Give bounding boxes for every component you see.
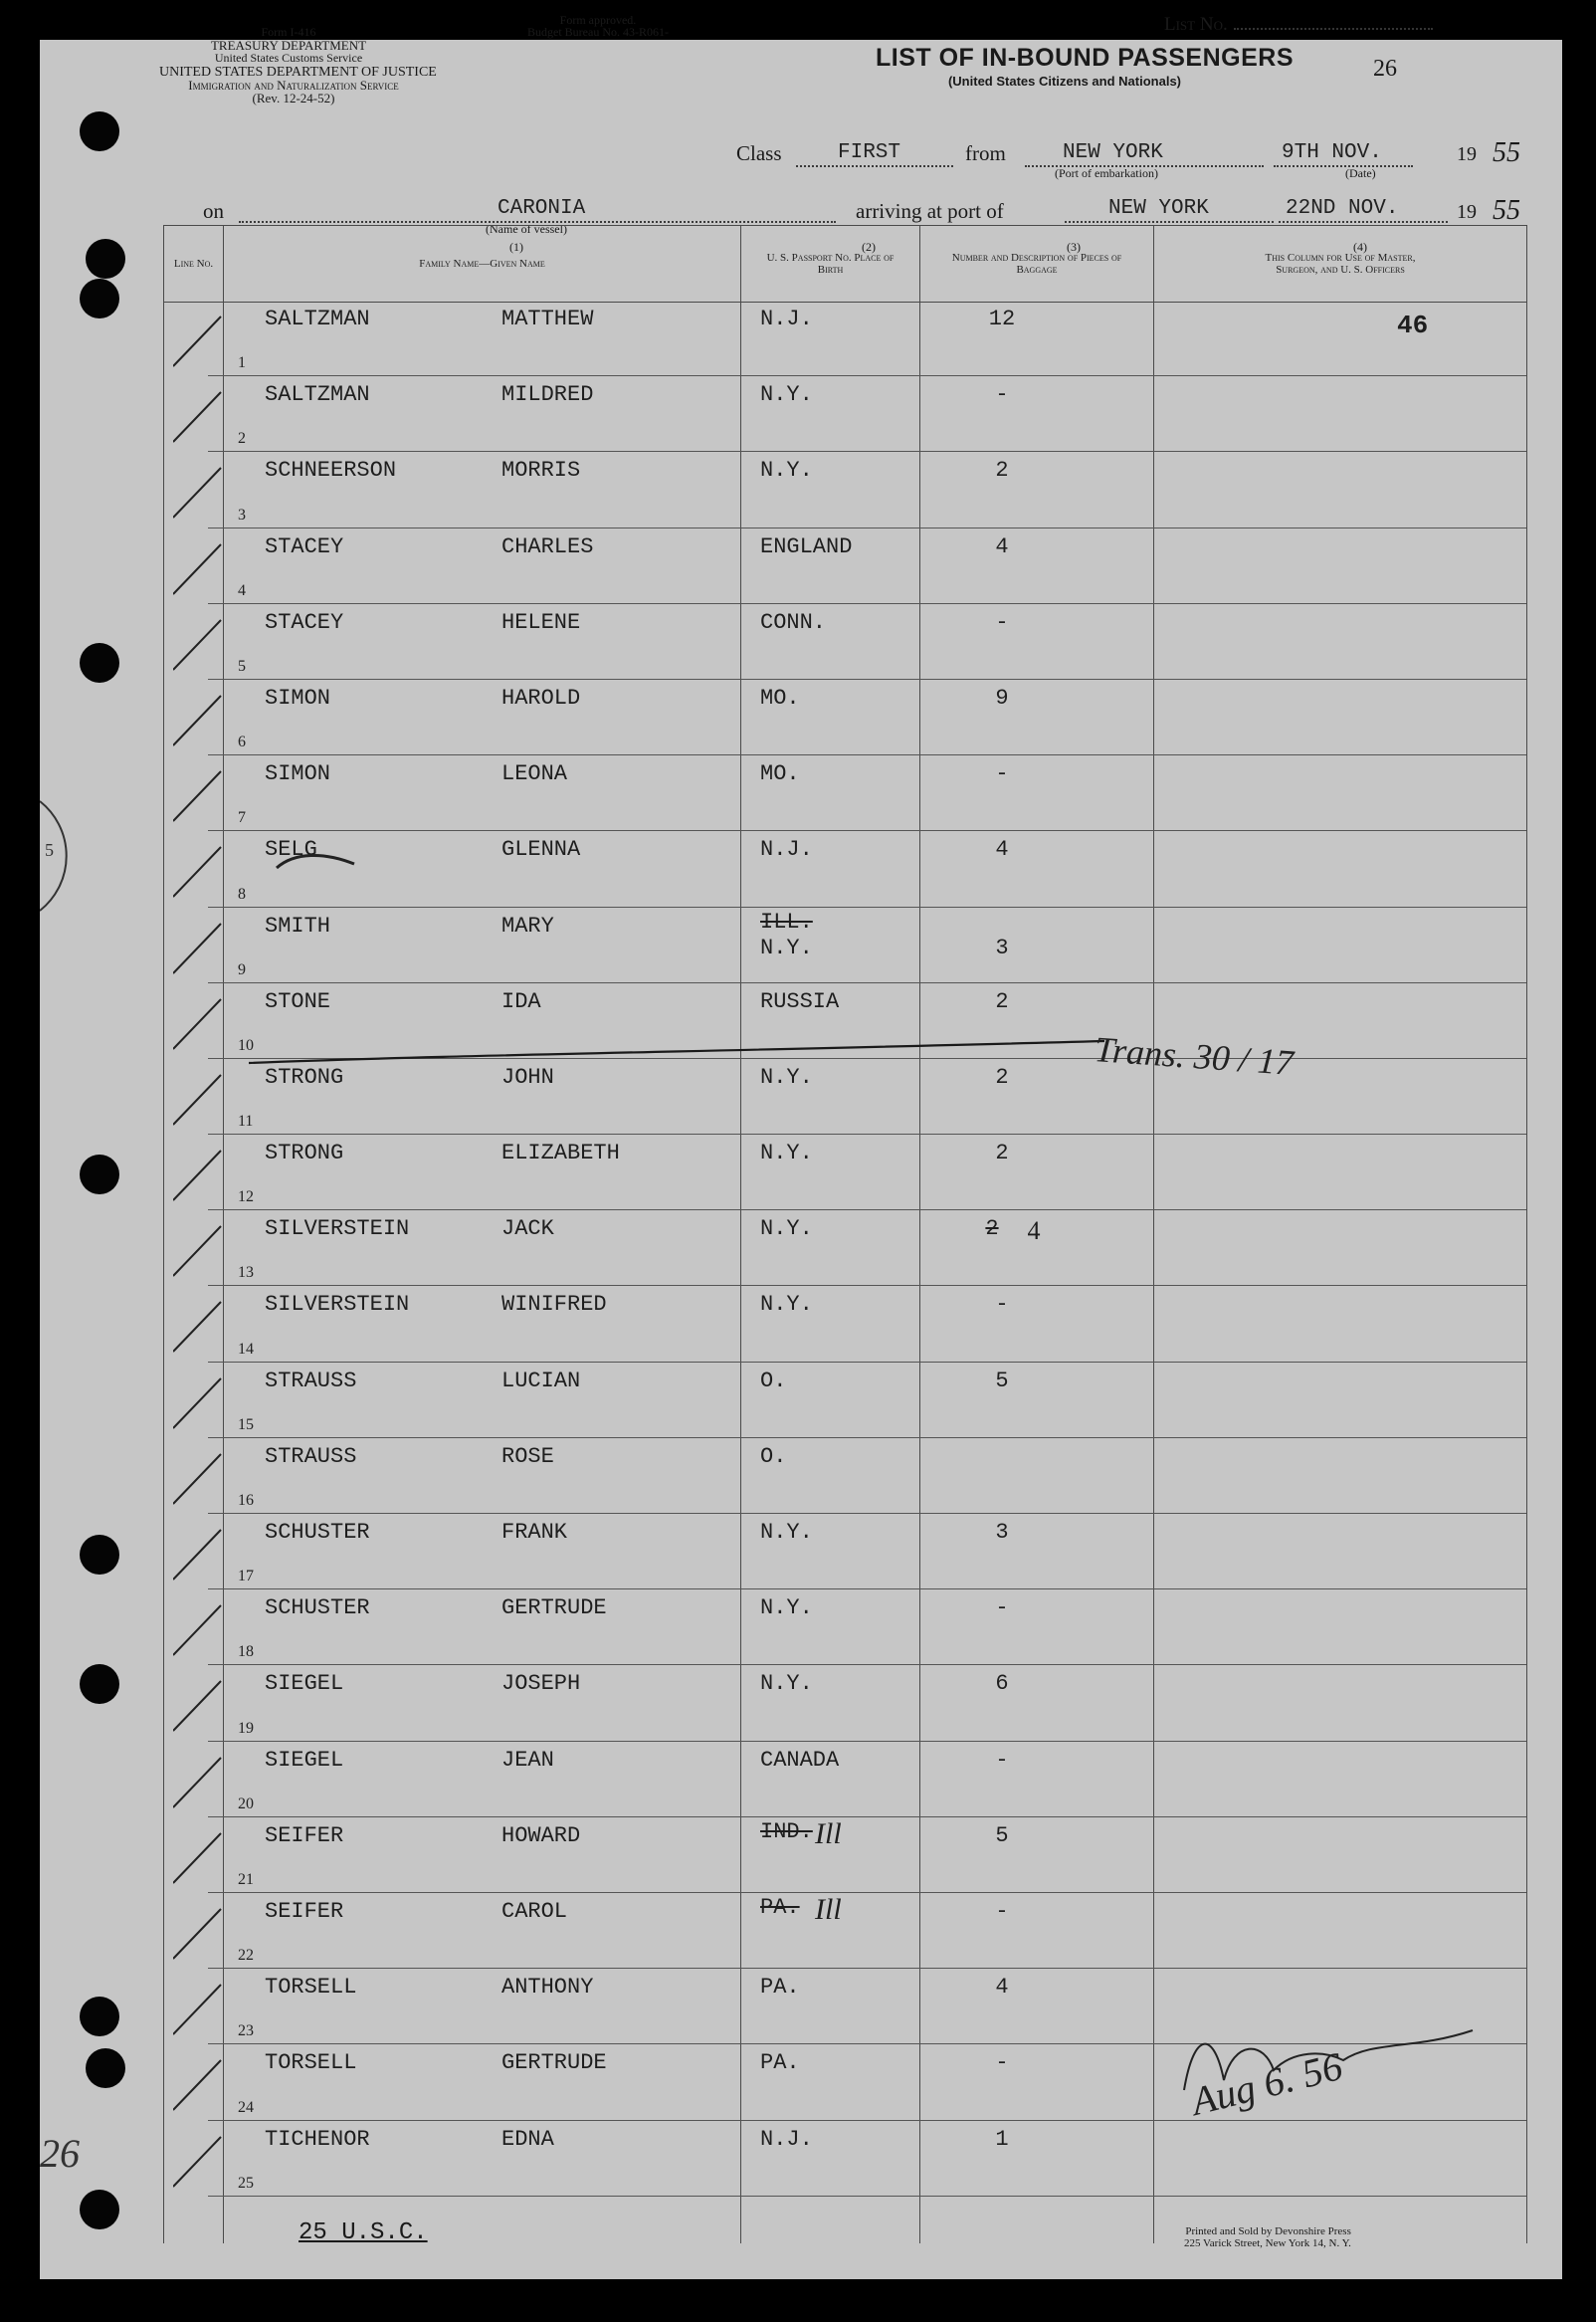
header-baggage: Number and Description of Pieces of Baggage bbox=[920, 226, 1154, 303]
col1-caption: (1) bbox=[509, 240, 523, 254]
given-name: LUCIAN bbox=[501, 1368, 581, 1393]
baggage-count: - bbox=[995, 2050, 1009, 2076]
place-of-birth: N.Y. bbox=[760, 1292, 813, 1318]
baggage-count: 2 bbox=[995, 1141, 1009, 1166]
given-name: CHARLES bbox=[501, 533, 594, 559]
given-name: HOWARD bbox=[501, 1822, 581, 1848]
col3-caption: (3) bbox=[1067, 240, 1081, 254]
table-row bbox=[163, 1893, 1526, 1969]
header-line-no: Line No. bbox=[164, 226, 224, 303]
binder-hole bbox=[80, 1155, 119, 1194]
baggage-count: - bbox=[995, 609, 1009, 635]
line-number: 21 bbox=[238, 1870, 254, 1888]
baggage-count: 4 bbox=[995, 1975, 1009, 2001]
check-tick-icon bbox=[173, 1446, 233, 1506]
check-tick-icon bbox=[173, 1597, 233, 1657]
given-name: WINIFRED bbox=[501, 1292, 607, 1318]
check-tick-icon bbox=[173, 1294, 233, 1354]
given-name: ANTHONY bbox=[501, 1975, 594, 2001]
place-of-birth: CANADA bbox=[760, 1747, 840, 1773]
margin-page-number: 26 bbox=[40, 2131, 80, 2176]
passenger-rows bbox=[163, 301, 1526, 2197]
table-row bbox=[163, 1363, 1526, 1438]
given-name: JEAN bbox=[501, 1747, 554, 1773]
given-name: JACK bbox=[501, 1216, 554, 1242]
place-of-birth: N.Y. bbox=[760, 1216, 813, 1242]
given-name: LEONA bbox=[501, 761, 568, 787]
check-tick-icon bbox=[173, 991, 233, 1051]
line-number: 6 bbox=[238, 734, 246, 751]
line-number: 2 bbox=[238, 430, 246, 448]
family-name: SCHNEERSON bbox=[265, 458, 397, 484]
table-row bbox=[163, 1817, 1526, 1893]
binder-hole bbox=[80, 1664, 119, 1704]
family-name: SIMON bbox=[265, 685, 331, 711]
family-name: SALTZMAN bbox=[265, 307, 370, 331]
arriving-label: arriving at port of bbox=[856, 199, 1004, 223]
page-subtitle: (United States Citizens and Nationals) bbox=[947, 74, 1182, 89]
svg-text:5: 5 bbox=[45, 840, 54, 860]
binder-hole bbox=[80, 111, 119, 151]
check-tick-icon bbox=[173, 536, 233, 596]
from-label: from bbox=[965, 141, 1006, 165]
baggage-count: - bbox=[995, 1595, 1009, 1621]
table-row bbox=[163, 376, 1526, 452]
line-number: 1 bbox=[238, 354, 246, 372]
line-number: 13 bbox=[238, 1264, 254, 1282]
check-tick-icon bbox=[173, 1522, 233, 1582]
check-tick-icon bbox=[173, 1067, 233, 1127]
baggage-count: 2 bbox=[995, 1064, 1009, 1090]
on-label: on bbox=[203, 199, 224, 223]
date-caption: (Date) bbox=[1345, 166, 1376, 180]
family-name: SMITH bbox=[265, 913, 331, 939]
table-row bbox=[163, 528, 1526, 604]
baggage-count-struck: 2 bbox=[985, 1216, 999, 1242]
check-tick-icon bbox=[173, 1218, 233, 1278]
table-row bbox=[163, 680, 1526, 755]
header-passport: U. S. Passport No. Place of Birth bbox=[741, 226, 920, 303]
place-of-birth: N.J. bbox=[760, 307, 813, 331]
given-name: GERTRUDE bbox=[501, 2050, 607, 2076]
table-row bbox=[163, 1438, 1526, 1514]
check-tick-icon bbox=[173, 2129, 233, 2189]
class-label: Class bbox=[736, 141, 782, 165]
statute-reference: 25 U.S.C. bbox=[299, 2219, 428, 2246]
place-of-birth: N.Y. bbox=[760, 382, 813, 408]
family-name: STRAUSS bbox=[265, 1368, 357, 1393]
check-tick-icon bbox=[173, 1977, 233, 2036]
check-tick-icon bbox=[173, 763, 233, 823]
officer-mark: 46 bbox=[1397, 311, 1429, 340]
justice-department-block: UNITED STATES DEPARTMENT OF JUSTICE Immigration and Naturalization Service (Rev. 12-24-52) bbox=[159, 65, 437, 106]
table-row bbox=[163, 1665, 1526, 1741]
given-name: MILDRED bbox=[501, 382, 594, 408]
given-name: FRANK bbox=[501, 1520, 568, 1545]
baggage-count: - bbox=[995, 761, 1009, 787]
given-name: HAROLD bbox=[501, 685, 581, 711]
place-of-birth-handwritten: Ill bbox=[815, 1816, 842, 1850]
stone-transfer-note: Trans. 30 / 17 bbox=[1093, 1029, 1296, 1083]
baggage-count: 4 bbox=[1027, 1216, 1041, 1246]
line-number: 18 bbox=[238, 1643, 254, 1661]
baggage-count: 5 bbox=[995, 1368, 1009, 1393]
family-name: STONE bbox=[265, 988, 331, 1014]
family-name: SCHUSTER bbox=[265, 1520, 370, 1545]
departure-date: 9TH NOV. bbox=[1282, 141, 1382, 164]
baggage-count: 5 bbox=[995, 1822, 1009, 1848]
table-row bbox=[163, 1135, 1526, 1210]
check-tick-icon bbox=[173, 688, 233, 747]
family-name: TORSELL bbox=[265, 2050, 357, 2076]
given-name: GLENNA bbox=[501, 837, 581, 863]
place-of-birth: N.Y. bbox=[760, 458, 813, 484]
place-of-birth-struck: ILL. bbox=[760, 909, 813, 935]
officer-signature-note: Aug 6. 56 bbox=[1186, 2042, 1347, 2125]
place-of-birth: N.Y. bbox=[760, 935, 813, 960]
check-tick-icon bbox=[173, 1371, 233, 1430]
family-name: SEIFER bbox=[265, 1898, 344, 1924]
given-name: ELIZABETH bbox=[501, 1141, 620, 1166]
binder-hole bbox=[80, 1997, 119, 2036]
arrival-port: NEW YORK bbox=[1108, 197, 1209, 220]
port-of-embarkation: NEW YORK bbox=[1063, 141, 1163, 164]
family-name: SIEGEL bbox=[265, 1747, 344, 1773]
vessel-caption: (Name of vessel) bbox=[486, 222, 567, 236]
given-name: CAROL bbox=[501, 1898, 568, 1924]
arrival-year-prefix: 19 bbox=[1457, 201, 1477, 223]
binder-hole bbox=[80, 643, 119, 683]
binder-hole bbox=[86, 239, 125, 279]
given-name: JOHN bbox=[501, 1064, 554, 1090]
class-value: FIRST bbox=[838, 141, 901, 164]
family-name: STRONG bbox=[265, 1141, 344, 1166]
family-name: STRAUSS bbox=[265, 1443, 357, 1469]
given-name: MATTHEW bbox=[501, 307, 594, 331]
line-number: 24 bbox=[238, 2098, 254, 2116]
line-number: 12 bbox=[238, 1188, 254, 1206]
place-of-birth: N.J. bbox=[760, 837, 813, 863]
place-of-birth-struck: PA. bbox=[760, 1894, 800, 1920]
line-number: 11 bbox=[238, 1113, 254, 1131]
place-of-birth: CONN. bbox=[760, 609, 827, 635]
line-number: 3 bbox=[238, 506, 246, 524]
line-number: 20 bbox=[238, 1794, 254, 1812]
given-name: GERTRUDE bbox=[501, 1595, 607, 1621]
check-tick-icon bbox=[173, 1750, 233, 1809]
family-name: SIMON bbox=[265, 761, 331, 787]
table-row bbox=[163, 1514, 1526, 1589]
family-name: SELG bbox=[265, 837, 317, 863]
line-number: 23 bbox=[238, 2022, 254, 2040]
family-name: SILVERSTEIN bbox=[265, 1216, 410, 1242]
place-of-birth: MO. bbox=[760, 761, 800, 787]
line-number: 8 bbox=[238, 885, 246, 903]
line-number: 17 bbox=[238, 1568, 254, 1585]
col2-caption: (2) bbox=[862, 240, 876, 254]
line-number: 16 bbox=[238, 1492, 254, 1509]
table-row bbox=[163, 1286, 1526, 1362]
place-of-birth: RUSSIA bbox=[760, 988, 840, 1014]
given-name: EDNA bbox=[501, 2126, 554, 2152]
baggage-count: 6 bbox=[995, 1671, 1009, 1697]
table-row bbox=[163, 908, 1526, 983]
place-of-birth-handwritten: Ill bbox=[815, 1892, 842, 1926]
check-tick-icon bbox=[173, 309, 233, 368]
binder-hole bbox=[86, 2048, 125, 2088]
table-row bbox=[163, 755, 1526, 831]
place-of-birth: N.J. bbox=[760, 2126, 813, 2152]
line-number: 7 bbox=[238, 809, 246, 827]
list-number-field: List No. bbox=[1164, 14, 1433, 36]
page-title: LIST OF IN-BOUND PASSENGERS bbox=[876, 44, 1295, 72]
departure-year: 55 bbox=[1493, 137, 1520, 168]
line-number: 14 bbox=[238, 1340, 254, 1358]
table-row bbox=[163, 301, 1526, 376]
table-row bbox=[163, 452, 1526, 528]
page-number: 26 bbox=[1373, 56, 1397, 82]
line-number: 4 bbox=[238, 581, 246, 599]
binder-hole bbox=[80, 279, 119, 318]
family-name: SEIFER bbox=[265, 1822, 344, 1848]
family-name: STACEY bbox=[265, 609, 344, 635]
family-name: SALTZMAN bbox=[265, 382, 370, 408]
form-number-block: Form I-416 TREASURY DEPARTMENT United States Customs Service bbox=[210, 25, 367, 65]
check-tick-icon bbox=[173, 916, 233, 975]
check-tick-icon bbox=[173, 2052, 233, 2112]
place-of-birth: N.Y. bbox=[760, 1141, 813, 1166]
officer-signature-scrawl bbox=[1174, 2020, 1493, 2100]
baggage-count: 9 bbox=[995, 685, 1009, 711]
line-number: 19 bbox=[238, 1719, 254, 1737]
given-name: HELENE bbox=[501, 609, 581, 635]
printer-imprint: Printed and Sold by Devonshire Press 225 Varick Street, New York 14, N. Y. bbox=[1184, 2225, 1351, 2249]
table-row bbox=[163, 2121, 1526, 2197]
place-of-birth: MO. bbox=[760, 685, 800, 711]
place-of-birth-struck: IND. bbox=[760, 1818, 813, 1844]
table-row bbox=[163, 1742, 1526, 1817]
family-name: SCHUSTER bbox=[265, 1595, 370, 1621]
departure-year-prefix: 19 bbox=[1457, 143, 1477, 165]
budget-approval: Form approved. Budget Bureau No. 43-R061- bbox=[527, 13, 669, 39]
check-tick-icon bbox=[173, 1143, 233, 1202]
place-of-birth: N.Y. bbox=[760, 1671, 813, 1697]
line-number: 25 bbox=[238, 2174, 254, 2192]
line-number: 5 bbox=[238, 657, 246, 675]
family-name: SILVERSTEIN bbox=[265, 1292, 410, 1318]
baggage-count: - bbox=[995, 1292, 1009, 1318]
place-of-birth: ENGLAND bbox=[760, 533, 853, 559]
check-tick-icon bbox=[173, 460, 233, 520]
stamp-fragment bbox=[40, 796, 119, 916]
col4-caption: (4) bbox=[1353, 240, 1367, 254]
check-tick-icon bbox=[173, 612, 233, 672]
given-name: MORRIS bbox=[501, 458, 581, 484]
given-name: IDA bbox=[501, 988, 541, 1014]
family-name: TICHENOR bbox=[265, 2126, 370, 2152]
place-of-birth: O. bbox=[760, 1443, 787, 1469]
baggage-count: 4 bbox=[995, 837, 1009, 863]
table-row bbox=[163, 604, 1526, 680]
family-name: TORSELL bbox=[265, 1975, 357, 2001]
line-number: 10 bbox=[238, 1036, 254, 1054]
selg-squiggle bbox=[275, 846, 374, 876]
binder-hole bbox=[80, 1535, 119, 1575]
baggage-count: 1 bbox=[995, 2126, 1009, 2152]
binder-hole bbox=[80, 2190, 119, 2229]
family-name: STACEY bbox=[265, 533, 344, 559]
baggage-count: - bbox=[995, 1747, 1009, 1773]
arrival-year: 55 bbox=[1493, 195, 1520, 226]
place-of-birth: PA. bbox=[760, 2050, 800, 2076]
place-of-birth: PA. bbox=[760, 1975, 800, 2001]
header-officers: This Column for Use of Master, Surgeon, and U. S. Officers bbox=[1154, 226, 1527, 303]
place-of-birth: O. bbox=[760, 1368, 787, 1393]
header-name: Family Name—Given Name bbox=[224, 226, 741, 303]
line-number: 15 bbox=[238, 1415, 254, 1433]
check-tick-icon bbox=[173, 1901, 233, 1961]
stone-strike-line bbox=[249, 1035, 1114, 1075]
baggage-count: 2 bbox=[995, 458, 1009, 484]
check-tick-icon bbox=[173, 839, 233, 899]
line-number: 22 bbox=[238, 1947, 254, 1965]
family-name: SIEGEL bbox=[265, 1671, 344, 1697]
baggage-count: 4 bbox=[995, 533, 1009, 559]
table-row bbox=[163, 1589, 1526, 1665]
place-of-birth: N.Y. bbox=[760, 1520, 813, 1545]
baggage-count: - bbox=[995, 382, 1009, 408]
baggage-count: 3 bbox=[995, 1520, 1009, 1545]
given-name: MARY bbox=[501, 913, 554, 939]
place-of-birth: N.Y. bbox=[760, 1595, 813, 1621]
baggage-count: - bbox=[995, 1898, 1009, 1924]
place-of-birth: N.Y. bbox=[760, 1064, 813, 1090]
baggage-count: 2 bbox=[995, 988, 1009, 1014]
baggage-count: 3 bbox=[995, 935, 1009, 960]
arrival-date: 22ND NOV. bbox=[1286, 197, 1399, 220]
check-tick-icon bbox=[173, 1825, 233, 1885]
family-name: STRONG bbox=[265, 1064, 344, 1090]
given-name: JOSEPH bbox=[501, 1671, 581, 1697]
check-tick-icon bbox=[173, 384, 233, 444]
table-row bbox=[163, 1210, 1526, 1286]
vessel-name: CARONIA bbox=[498, 197, 586, 220]
baggage-count: 12 bbox=[988, 307, 1016, 331]
line-number: 9 bbox=[238, 960, 246, 978]
given-name: ROSE bbox=[501, 1443, 554, 1469]
check-tick-icon bbox=[173, 1673, 233, 1733]
port-of-embarkation-caption: (Port of embarkation) bbox=[1055, 166, 1158, 180]
